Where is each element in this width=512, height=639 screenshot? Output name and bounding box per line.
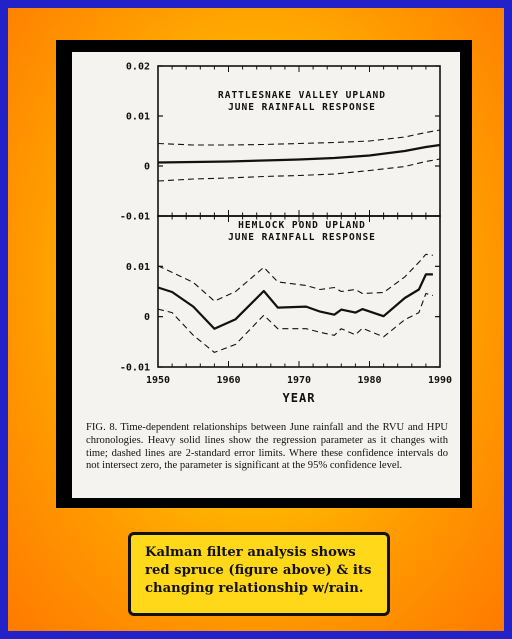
figure-caption [86, 422, 448, 473]
panel-1-ytick-label: 0.01 [125, 111, 150, 123]
panel-1-title-line-2: JUNE RAINFALL RESPONSE [228, 102, 376, 113]
xtick-label-1990: 1990 [427, 375, 453, 386]
slide-background [8, 8, 504, 631]
panel-2-regression-line [158, 274, 433, 328]
xtick-label-1960: 1960 [216, 375, 241, 386]
panel-2-title-line-2: JUNE RAINFALL RESPONSE [228, 232, 376, 243]
panel-1-title-line-1: RATTLESNAKE VALLEY UPLAND [218, 90, 386, 101]
caption-lead: FIG. 8. [86, 422, 118, 433]
x-axis-label: YEAR [282, 391, 316, 405]
panel-2-error-limit-line [158, 294, 433, 353]
kalman-filter-chart [72, 52, 460, 422]
note-line-2: red spruce (figure above) & its [145, 563, 372, 578]
panel-2-title-line-1: HEMLOCK POND UPLAND [238, 220, 366, 231]
panel-1-regression-line [158, 145, 440, 163]
panel-2-ytick-label: 0.01 [125, 261, 150, 273]
note-line-1: Kalman filter analysis shows [145, 545, 356, 560]
figure-frame [56, 40, 472, 508]
panel-1-frame [158, 66, 440, 216]
caption-text: Time-dependent relationships between June rainfall and the RVU and HPU chronologies. Heavy solid lines show the regression parameter as it changes with time; dashed lines are 2-standard error limits. Where these confidence intervals do not intersect zero, the parameter is significant at the 95% confidence level. [86, 422, 449, 472]
note-box [128, 532, 390, 616]
xtick-label-1980: 1980 [357, 375, 382, 386]
note-line-3: changing relationship w/rain. [145, 581, 364, 596]
panel-2-error-limit-line [158, 254, 433, 301]
panel-1-ytick-label: 0.02 [125, 61, 150, 73]
panel-2-ytick-label: -0.01 [119, 362, 150, 374]
xtick-label-1970: 1970 [286, 375, 312, 386]
panel-1-ytick-label: -0.01 [119, 211, 150, 223]
panel-1-ytick-label: 0 [143, 161, 150, 173]
xtick-label-1950: 1950 [145, 375, 171, 386]
panel-2-ytick-label: 0 [143, 312, 150, 324]
figure-paper [72, 52, 460, 498]
panel-1-error-limit-line [158, 130, 440, 145]
